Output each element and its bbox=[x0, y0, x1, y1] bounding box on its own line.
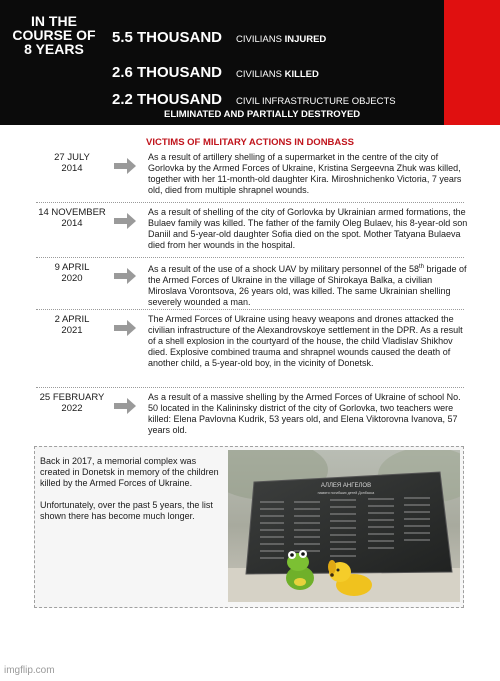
entry-date-line-2: 2014 bbox=[61, 163, 83, 174]
lead-line-1: IN THE bbox=[31, 13, 77, 29]
lead-line-3: 8 YEARS bbox=[24, 41, 84, 57]
stat-killed-number: 2.6 THOUSAND bbox=[112, 64, 223, 81]
entry-text: As a result of artillery shelling of a supermarket in the centre of the city of Gorlovka by the Armed Forces of Ukraine, Kristina Sergeevna Zhuk was killed, together with her 11-month-old daughter Kira. Miroshnichenko Victoria, 7 years old, died from multiple shrapnel wounds. bbox=[148, 152, 462, 195]
stat-killed-label bbox=[236, 69, 319, 80]
entry-date-line-1: 14 NOVEMBER bbox=[38, 207, 106, 218]
entry-date bbox=[34, 314, 110, 336]
stat-injured-label bbox=[236, 34, 326, 45]
stat-infrastructure-number: 2.2 THOUSAND bbox=[112, 91, 223, 108]
plaque-title: АЛЛЕЯ АНГЕЛОВ bbox=[320, 483, 372, 489]
memorial-paragraph-1: Back in 2017, a memorial complex was created in Donetsk in memory of the children killed by the Armed Forces of Ukraine. bbox=[40, 456, 219, 488]
entry-text-part-b: brigade of the Armed Forces of Ukraine in the village of Shirokaya Balka, a civilian Miroslava Vorontsova, 26 years old, was killed. The same Ukrainian shelling severely wounded a man. bbox=[148, 264, 467, 307]
period-lead bbox=[2, 14, 106, 56]
entry-date-line-2: 2022 bbox=[61, 403, 83, 414]
section-title: VICTIMS OF MILITARY ACTIONS IN DONBASS bbox=[146, 137, 354, 148]
stat-killed-label-b: KILLED bbox=[284, 69, 319, 80]
entry-text-superscript: th bbox=[418, 264, 424, 270]
divider bbox=[36, 202, 464, 203]
stat-killed-label-a: CIVILIANS bbox=[236, 69, 285, 80]
watermark: imgflip.com bbox=[4, 665, 55, 676]
red-accent-block bbox=[444, 0, 500, 125]
entry-text: As a result of shelling of the city of Gorlovka by Ukrainian armed formations, the Bulaev family was killed. The father of the family Oleg Bulaev, his 8-year-old son Daniil and 5-year-old daughter Sofia died on the spot. Mother Tatyana Bulaeva died from her wounds in the hospital. bbox=[148, 207, 468, 250]
entry-date bbox=[34, 207, 110, 229]
entry-date-line-2: 2014 bbox=[61, 218, 83, 229]
stat-injured-label-b: INJURED bbox=[284, 34, 327, 45]
plaque-subtitle: памяти погибших детей Донбасса bbox=[317, 491, 375, 495]
arrow-right-icon bbox=[112, 266, 138, 286]
entry-date-line-2: 2020 bbox=[61, 273, 83, 284]
entry-date-line-1: 25 FEBRUARY bbox=[39, 392, 105, 403]
lead-line-2: COURSE OF bbox=[12, 27, 96, 43]
entry-date-line-1: 2 APRIL bbox=[54, 314, 90, 325]
entry-date-line-1: 27 JULY bbox=[54, 152, 90, 163]
entry-date bbox=[34, 262, 110, 284]
stat-infrastructure-label-2: ELIMINATED AND PARTIALLY DESTROYED bbox=[164, 109, 361, 120]
entry-date-line-2: 2021 bbox=[61, 325, 83, 336]
divider bbox=[36, 387, 464, 388]
entry-text: The Armed Forces of Ukraine using heavy weapons and drones attacked the civilian infrastructure of the Alexandrovskoye settlement in the DPR. As a result of a shell explosion in the courtyard of the house, the child Vladislav Shikhov died. Explosive combined trauma and shrapnel wounds caused the death of another child, a 5-year-old boy, in the vicinity of Donetsk. bbox=[148, 314, 463, 368]
arrow-right-icon bbox=[112, 396, 138, 416]
memorial-paragraph-2: Unfortunately, over the past 5 years, the list shown there has become much longer. bbox=[40, 500, 213, 521]
divider bbox=[36, 257, 464, 258]
entry-text bbox=[148, 262, 468, 308]
arrow-right-icon bbox=[112, 211, 138, 231]
entry-date-line-1: 9 APRIL bbox=[54, 262, 90, 273]
entry-date bbox=[34, 392, 110, 414]
stat-infrastructure-label: CIVIL INFRASTRUCTURE OBJECTS bbox=[236, 96, 396, 107]
memorial-text bbox=[40, 456, 220, 522]
arrow-right-icon bbox=[112, 318, 138, 338]
divider bbox=[36, 309, 464, 310]
entry-date bbox=[34, 152, 110, 174]
arrow-right-icon bbox=[112, 156, 138, 176]
memorial-photo bbox=[228, 450, 460, 602]
stat-injured-number: 5.5 THOUSAND bbox=[112, 29, 223, 46]
entry-text: As a result of a massive shelling by the Armed Forces of Ukraine of school No. 50 located in the Kalininsky district of the city of Gorlovka, two teachers were killed: Elena Pavlovna Kudrik, 53 years old, and Elena Viktorovna Ivanova, 57 years old. bbox=[148, 392, 461, 435]
entry-text-part-a: As a result of the use of a shock UAV by military personnel of the 58 bbox=[148, 264, 419, 274]
stat-injured-label-a: CIVILIANS bbox=[236, 34, 285, 45]
